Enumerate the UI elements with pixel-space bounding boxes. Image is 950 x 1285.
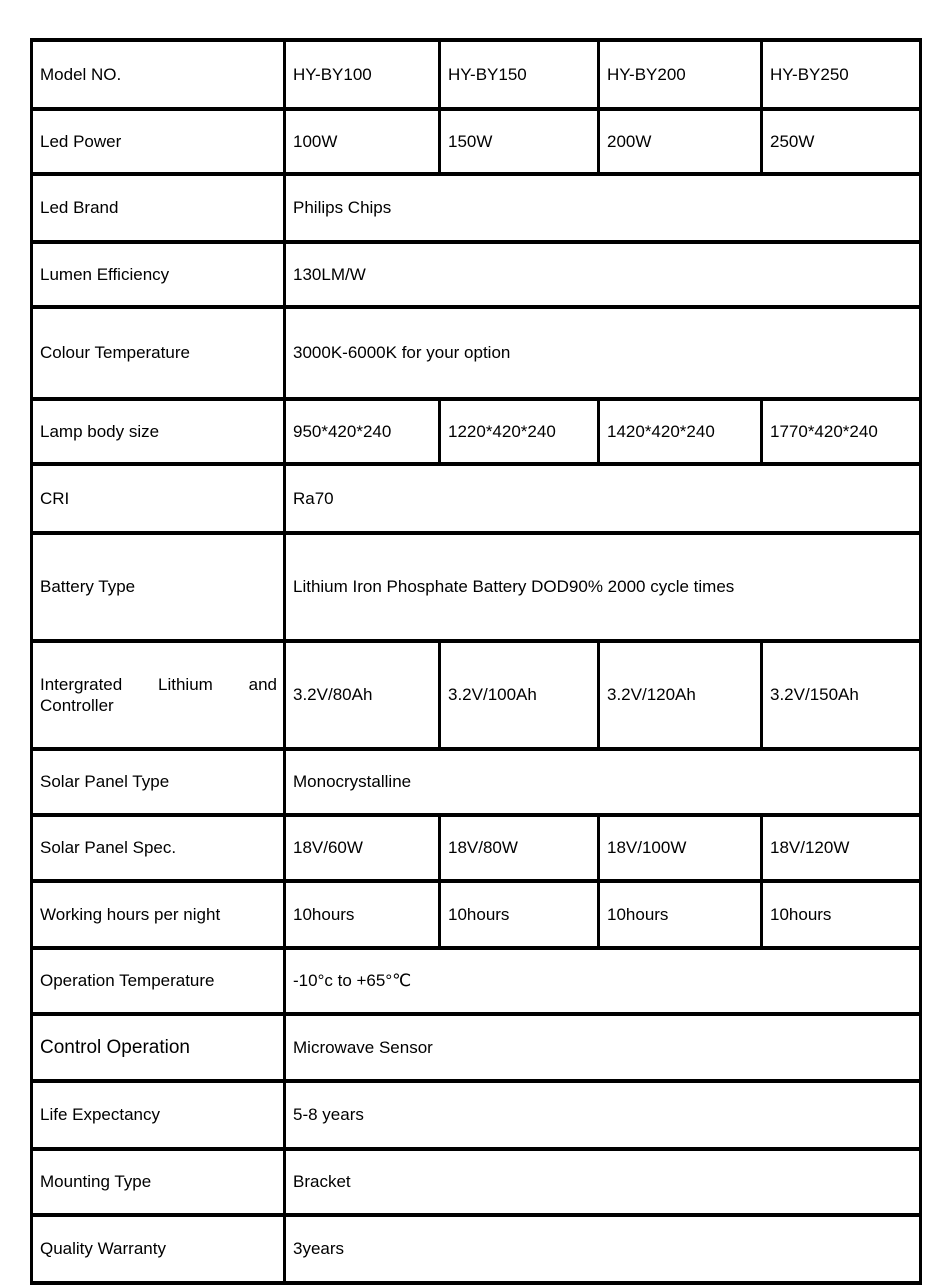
table-row-solar-panel-spec — [32, 815, 921, 881]
row-label: Mounting Type — [32, 1149, 285, 1215]
table-row-mounting-type — [32, 1149, 921, 1215]
cell-working-hours-1: 10hours — [285, 881, 440, 948]
row-label: Lamp body size — [32, 399, 285, 464]
row-label: Working hours per night — [32, 881, 285, 948]
table-row-colour-temperature — [32, 307, 921, 399]
table-row-led-brand — [32, 174, 921, 242]
cell-lamp-size-1: 950*420*240 — [285, 399, 440, 464]
cell-led-power-2: 150W — [440, 109, 599, 174]
cell-working-hours-2: 10hours — [440, 881, 599, 948]
cell-lithium-1: 3.2V/80Ah — [285, 641, 440, 749]
row-label: Lumen Efficiency — [32, 242, 285, 307]
cell-cri: Ra70 — [285, 464, 921, 533]
table-row-battery-type — [32, 533, 921, 641]
row-label: Operation Temperature — [32, 948, 285, 1014]
cell-panel-spec-2: 18V/80W — [440, 815, 599, 881]
cell-led-power-4: 250W — [762, 109, 921, 174]
cell-mounting-type: Bracket — [285, 1149, 921, 1215]
cell-panel-spec-3: 18V/100W — [599, 815, 762, 881]
cell-quality-warranty: 3years — [285, 1215, 921, 1283]
row-label: Solar Panel Type — [32, 749, 285, 815]
cell-control-operation: Microwave Sensor — [285, 1014, 921, 1081]
table-row-lamp-body-size — [32, 399, 921, 464]
cell-lithium-4: 3.2V/150Ah — [762, 641, 921, 749]
cell-lamp-size-4: 1770*420*240 — [762, 399, 921, 464]
table-row-control-operation — [32, 1014, 921, 1081]
cell-model-1: HY-BY100 — [285, 40, 440, 109]
table-row-lumen-efficiency — [32, 242, 921, 307]
table-row-quality-warranty — [32, 1215, 921, 1283]
row-label: Control Operation — [32, 1014, 285, 1081]
cell-lithium-2: 3.2V/100Ah — [440, 641, 599, 749]
cell-led-power-3: 200W — [599, 109, 762, 174]
cell-working-hours-3: 10hours — [599, 881, 762, 948]
row-label: Quality Warranty — [32, 1215, 285, 1283]
cell-lithium-3: 3.2V/120Ah — [599, 641, 762, 749]
cell-life-expectancy: 5-8 years — [285, 1081, 921, 1149]
cell-led-brand: Philips Chips — [285, 174, 921, 242]
cell-model-2: HY-BY150 — [440, 40, 599, 109]
cell-colour-temperature: 3000K-6000K for your option — [285, 307, 921, 399]
table-row-integrated-lithium — [32, 641, 921, 749]
table-row-life-expectancy — [32, 1081, 921, 1149]
cell-lamp-size-3: 1420*420*240 — [599, 399, 762, 464]
table-row-working-hours — [32, 881, 921, 948]
row-label: Battery Type — [32, 533, 285, 641]
row-label: Led Brand — [32, 174, 285, 242]
row-label: Model NO. — [32, 40, 285, 109]
row-label: Colour Temperature — [32, 307, 285, 399]
table-row-led-power — [32, 109, 921, 174]
cell-battery-type: Lithium Iron Phosphate Battery DOD90% 2000 cycle times — [285, 533, 921, 641]
table-row-model-no — [32, 40, 921, 109]
cell-model-4: HY-BY250 — [762, 40, 921, 109]
cell-lamp-size-2: 1220*420*240 — [440, 399, 599, 464]
cell-panel-spec-4: 18V/120W — [762, 815, 921, 881]
cell-solar-panel-type: Monocrystalline — [285, 749, 921, 815]
cell-operation-temperature: -10°c to +65°℃ — [285, 948, 921, 1014]
row-label: Intergrated Lithium and Controller — [32, 641, 285, 749]
cell-led-power-1: 100W — [285, 109, 440, 174]
table-row-cri — [32, 464, 921, 533]
row-label: Life Expectancy — [32, 1081, 285, 1149]
cell-panel-spec-1: 18V/60W — [285, 815, 440, 881]
spec-table — [30, 38, 922, 1285]
table-row-operation-temperature — [32, 948, 921, 1014]
row-label: Solar Panel Spec. — [32, 815, 285, 881]
row-label: CRI — [32, 464, 285, 533]
cell-model-3: HY-BY200 — [599, 40, 762, 109]
cell-lumen-efficiency: 130LM/W — [285, 242, 921, 307]
cell-working-hours-4: 10hours — [762, 881, 921, 948]
table-row-solar-panel-type — [32, 749, 921, 815]
row-label: Led Power — [32, 109, 285, 174]
